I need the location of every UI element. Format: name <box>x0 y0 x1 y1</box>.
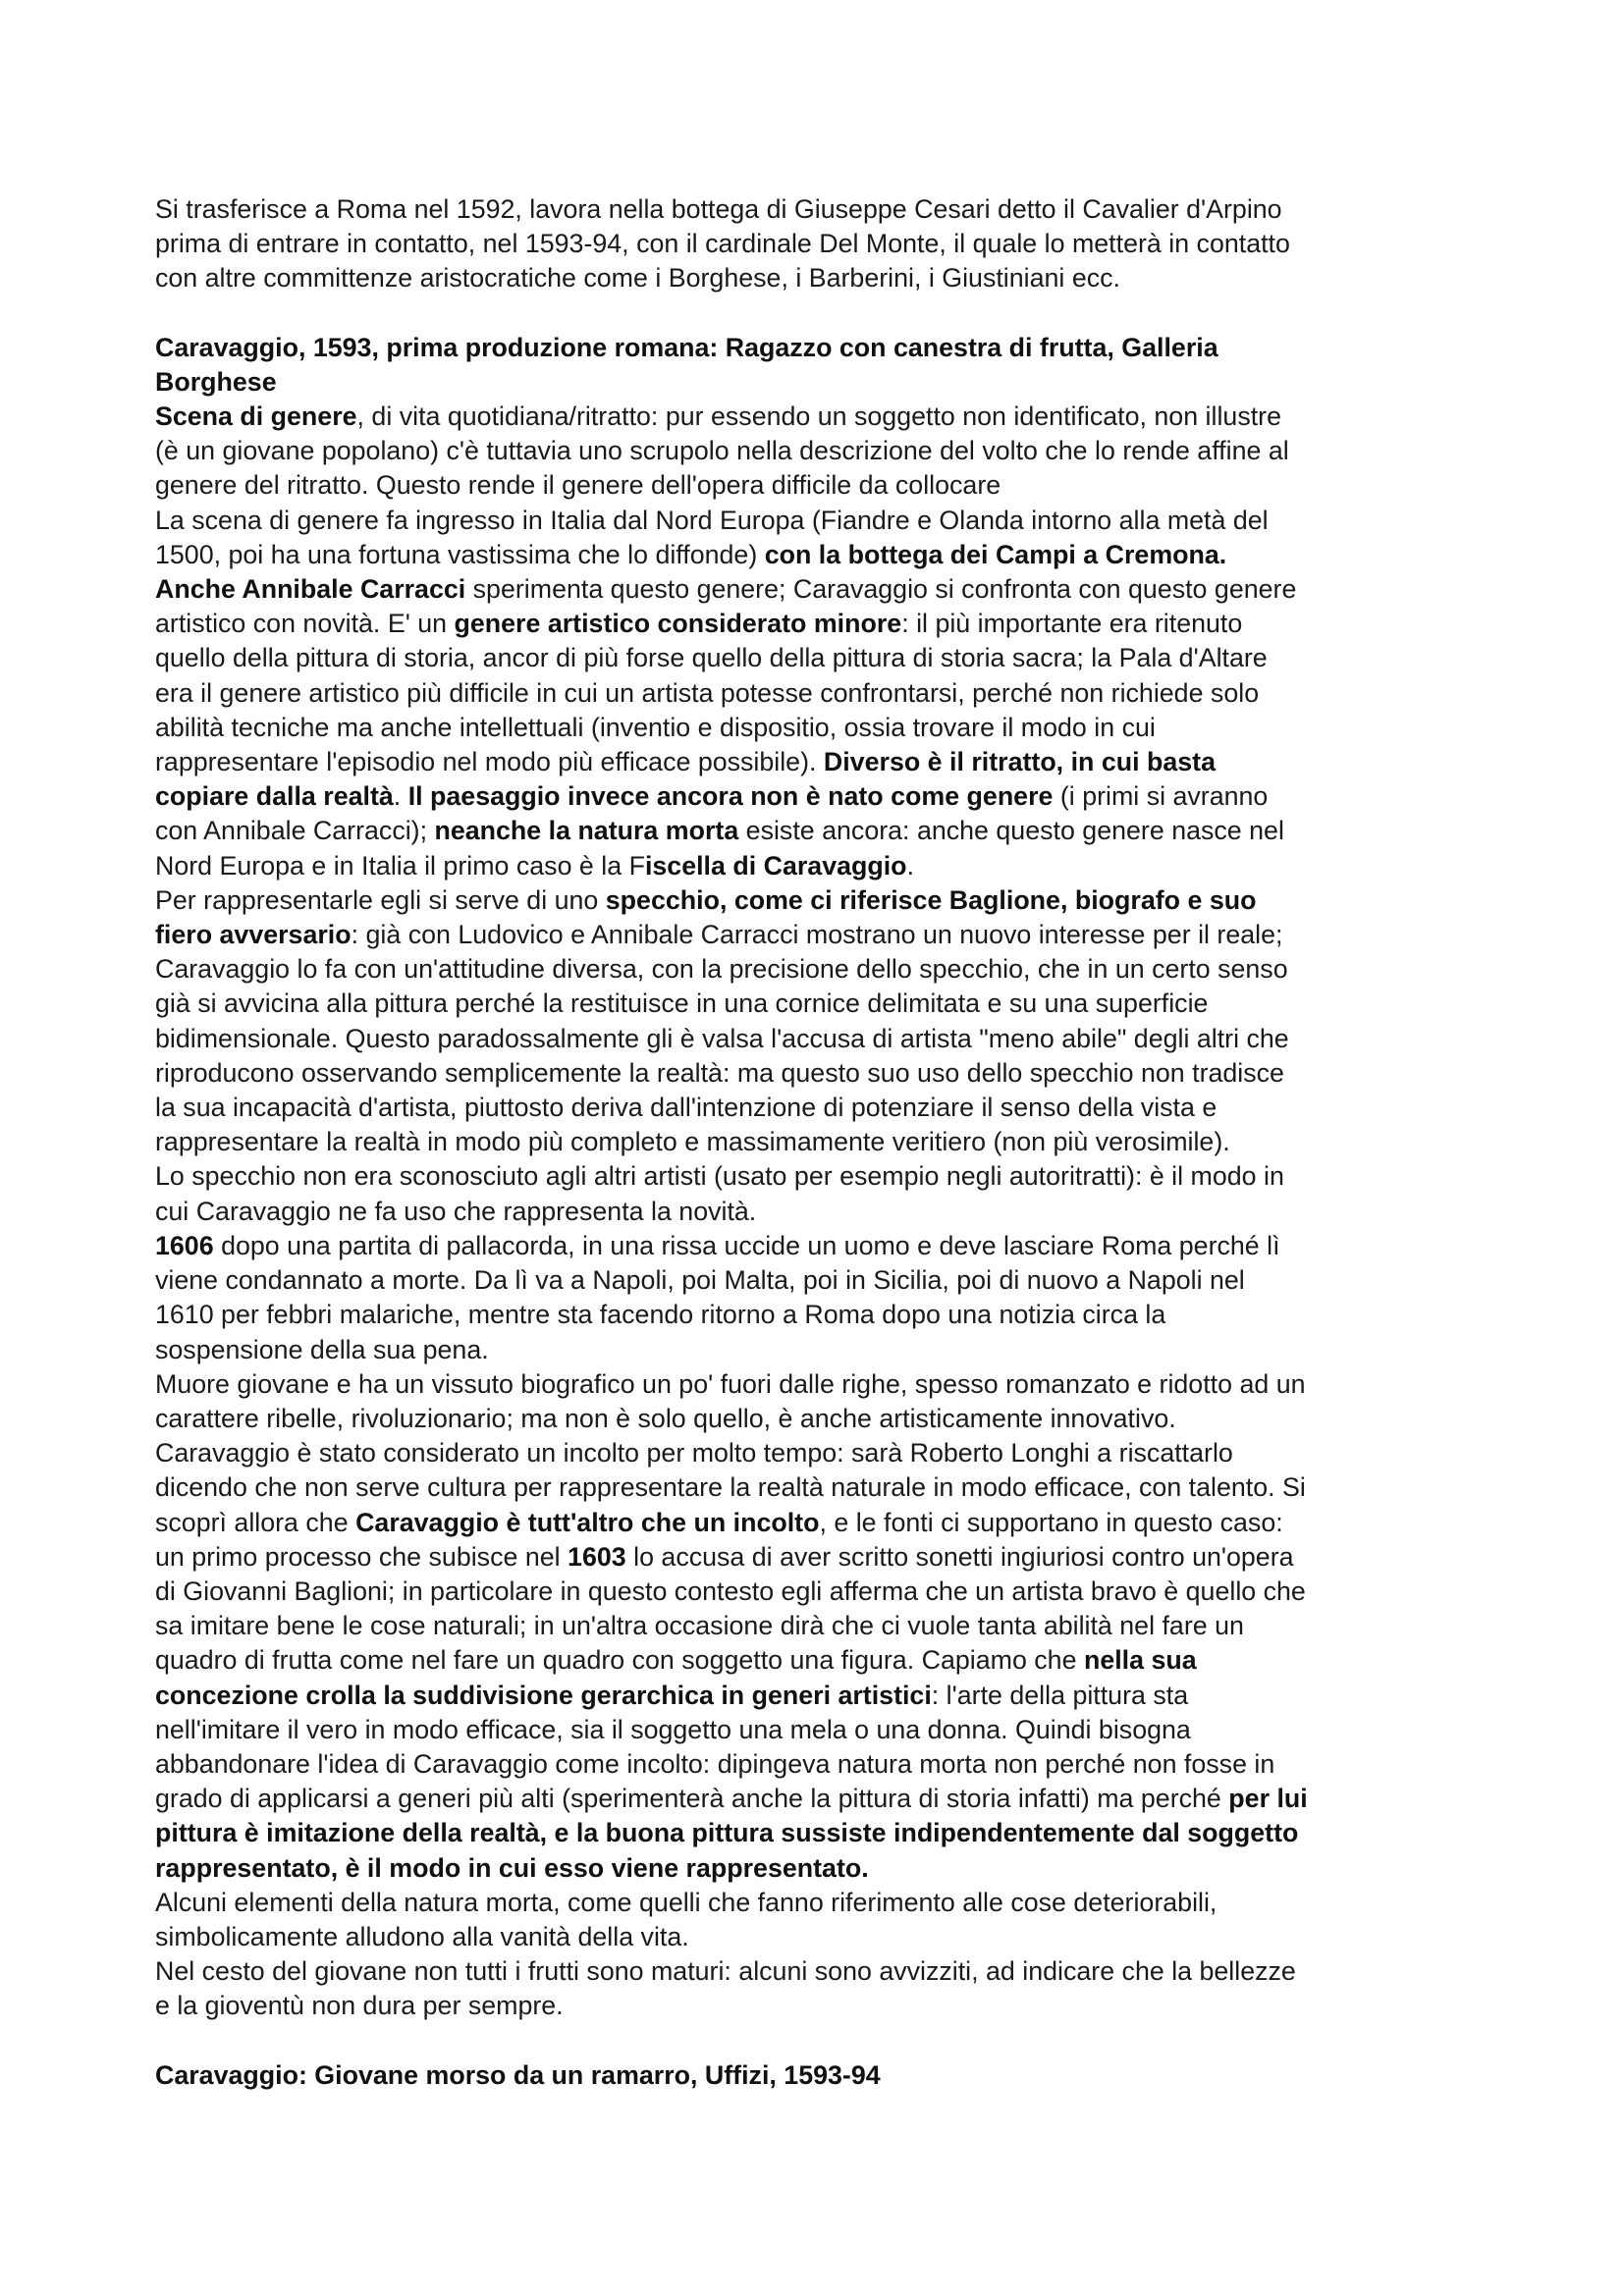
section-heading-1: Caravaggio, 1593, prima produzione romana: Ragazzo con canestra di frutta, Galleria Borghese <box>155 332 1218 397</box>
intro-paragraph: Si trasferisce a Roma nel 1592, lavora nella bottega di Giuseppe Cesari detto il Cavalier d'Arpino prima di entrare in contatto, nel 1593-94, con il cardinale Del Monte, il quale lo metterà in contatto con altre committenze aristocratiche come i Borghese, i Barberini, i Giustiniani ecc. <box>155 194 1290 294</box>
paragraph-fruit-basket: Nel cesto del giovane non tutti i frutti sono maturi: alcuni sono avvizziti, ad indicare che la bellezze e la gioventù non dura per sempre. <box>155 1956 1296 2021</box>
paragraph-vanitas: Alcuni elementi della natura morta, come quelli che fanno riferimento alle cose deteriorabili, simbolicamente alludono alla vanità della vita. <box>155 1887 1217 1951</box>
paragraph-mirror: Per rappresentarle egli si serve di uno specchio, come ci riferisce Baglione, biografo e suo fiero avversario: già con Ludovico e Annibale Carracci mostrano un nuovo interesse per il reale; Caravaggio lo fa con un'attitudine diversa, con la precisione dello specchio, che in un certo senso già si avvicina alla pittura perché la restituisce in una cornice delimitata e su una superficie bidimensionale. Questo paradossalmente gli è valsa l'accusa di artista "meno abile" degli altri che riproducono osservando semplicemente la realtà: ma questo suo uso dello specchio non tradisce la sua incapacità d'artista, piuttosto deriva dall'intenzione di potenziare il senso della vista e rappresentare la realtà in modo più completo e massimamente veritiero (non più verosimile). Lo specchio non era sconosciuto agli altri artisti (usato per esempio negli autoritratti): è il modo in cui Caravaggio ne fa uso che rappresenta la novità. <box>155 884 1289 1226</box>
document-page <box>155 192 1481 2093</box>
paragraph-genre-scene: Scena di genere, di vita quotidiana/ritratto: pur essendo un soggetto non identificato, non illustre (è un giovane popolano) c'è tuttavia uno scrupolo nella descrizione del volto che lo rende affine al genere del ritratto. Questo rende il genere dell'opera difficile da collocare <box>155 401 1289 501</box>
paragraph-genre-history: La scena di genere fa ingresso in Italia dal Nord Europa (Fiandre e Olanda intorno alla metà del 1500, poi ha una fortuna vastissima che lo diffonde) con la bottega dei Campi a Cremona. Anche Annibale Carracci sperimenta questo genere; Caravaggio si confronta con questo genere artistico con novità. E' un genere artistico considerato minore: il più importante era ritenuto quello della pittura di storia, ancor di più forse quello della pittura di storia sacra; la Pala d'Altare era il genere artistico più difficile in cui un artista potesse confrontarsi, perché non richiede solo abilità tecniche ma anche intellettuali (inventio e dispositio, ossia trovare il modo in cui rappresentare l'episodio nel modo più efficace possibile). Diverso è il ritratto, in cui basta copiare dalla realtà. Il paesaggio invece ancora non è nato come genere (i primi si avranno con Annibale Carracci); neanche la natura morta esiste ancora: anche questo genere nasce nel Nord Europa e in Italia il primo caso è la Fiscella di Caravaggio. <box>155 505 1297 881</box>
section-heading-2: Caravaggio: Giovane morso da un ramarro, Uffizi, 1593-94 <box>155 2059 881 2090</box>
paragraph-biography: 1606 dopo una partita di pallacorda, in una rissa uccide un uomo e deve lasciare Roma perché lì viene condannato a morte. Da lì va a Napoli, poi Malta, poi in Sicilia, poi di nuovo a Napoli nel 1610 per febbri malariche, mentre sta facendo ritorno a Roma dopo una notizia circa la sospensione della sua pena. Muore giovane e ha un vissuto biografico un po' fuori dalle righe, spesso romanzato e ridotto ad un carattere ribelle, rivoluzionario; ma non è solo quello, è anche artisticamente innovativo. Caravaggio è stato considerato un incolto per molto tempo: sarà Roberto Longhi a riscattarlo dicendo che non serve cultura per rappresentare la realtà naturale in modo efficace, con talento. Si scoprì allora che Caravaggio è tutt'altro che un incolto, e le fonti ci supportano in questo caso: un primo processo che subisce nel 1603 lo accusa di aver scritto sonetti ingiuriosi contro un'opera di Giovanni Baglioni; in particolare in questo contesto egli afferma che un artista bravo è quello che sa imitare bene le cose naturali; in un'altra occasione dirà che ci vuole tanta abilità nel fare un quadro di frutta come nel fare un quadro con soggetto una figura. Capiamo che nella sua concezione crolla la suddivisione gerarchica in generi artistici: l'arte della pittura sta nell'imitare il vero in modo efficace, sia il soggetto una mela o una donna. Quindi bisogna abbandonare l'idea di Caravaggio come incolto: dipingeva natura morta non perché non fosse in grado di applicarsi a generi più alti (sperimenterà anche la pittura di storia infatti) ma perché per lui pittura è imitazione della realtà, e la buona pittura sussiste indipendentemente dal soggetto rappresentato, è il modo in cui esso viene rappresentato. <box>155 1230 1308 1883</box>
